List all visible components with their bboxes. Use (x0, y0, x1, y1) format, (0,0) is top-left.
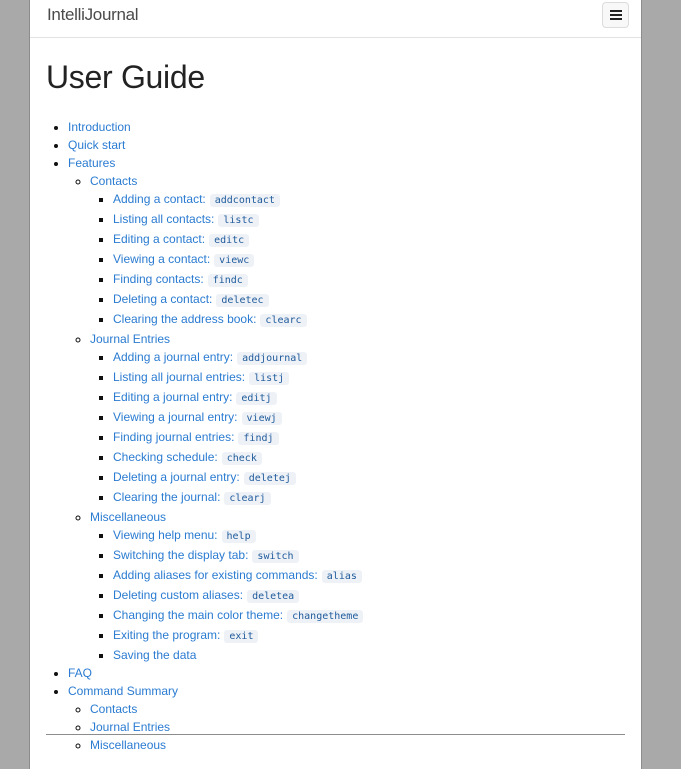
toc-item-contacts (90, 172, 628, 330)
toc-link[interactable]: Viewing a contact: (113, 252, 211, 266)
command-code: switch (252, 550, 298, 563)
toc-link[interactable]: Listing all contacts: (113, 212, 215, 226)
toc-item-features (68, 154, 628, 664)
command-code: help (222, 530, 256, 543)
toc-link[interactable]: Features (68, 156, 116, 170)
toc-item-introduction (68, 118, 628, 136)
toc-link[interactable]: Editing a journal entry: (113, 390, 233, 404)
toc-link[interactable]: FAQ (68, 666, 93, 680)
toc-link[interactable]: Miscellaneous (90, 738, 167, 752)
toc-link[interactable]: Introduction (68, 120, 131, 134)
toc-link[interactable]: Viewing a journal entry: (113, 410, 238, 424)
toc-link[interactable]: Journal Entries (90, 332, 171, 346)
page (29, 0, 642, 769)
toc-link[interactable]: Exiting the program: (113, 628, 221, 642)
toc-link[interactable]: Adding aliases for existing commands: (113, 568, 318, 582)
toc-item-miscellaneous (90, 736, 628, 754)
toc-link[interactable]: Changing the main color theme: (113, 608, 284, 622)
toc-link[interactable]: Adding a contact: (113, 192, 206, 206)
command-code: deletec (216, 294, 268, 307)
toc-item-listing-all-contacts (113, 210, 628, 230)
toc-item-clearing-the-journal (113, 488, 628, 508)
toc-item-exiting-the-program (113, 626, 628, 646)
toc-item-checking-schedule (113, 448, 628, 468)
toc-item-viewing-a-journal-entry (113, 408, 628, 428)
toc-link[interactable]: Viewing help menu: (113, 528, 218, 542)
toc-sublist (68, 700, 628, 754)
command-code: viewj (242, 412, 282, 425)
page-title: User Guide (46, 59, 205, 95)
command-code: clearj (224, 492, 270, 505)
toc-item-deleting-a-journal-entry (113, 468, 628, 488)
toc-item-command-summary (68, 682, 628, 754)
toc-item-finding-contacts (113, 270, 628, 290)
toc-item-adding-a-contact (113, 190, 628, 210)
toc-link[interactable]: Contacts (90, 174, 138, 188)
toc-sublist (90, 348, 628, 508)
navbar (30, 0, 641, 38)
toc-item-saving-the-data (113, 646, 628, 664)
toc-link[interactable]: Deleting a journal entry: (113, 470, 240, 484)
toc-sublist (90, 526, 628, 664)
toc-item-clearing-the-address-book (113, 310, 628, 330)
toc-item-journal-entries (90, 330, 628, 508)
command-code: listc (218, 214, 258, 227)
toc-sublist (90, 190, 628, 330)
toc-item-editing-a-journal-entry (113, 388, 628, 408)
toc-item-editing-a-contact (113, 230, 628, 250)
toc-link[interactable]: Listing all journal entries: (113, 370, 246, 384)
command-code: check (222, 452, 262, 465)
toc-item-listing-all-journal-entries (113, 368, 628, 388)
divider (46, 734, 625, 735)
toc-item-quick-start (68, 136, 628, 154)
command-code: findj (238, 432, 278, 445)
toc-link[interactable]: Miscellaneous (90, 510, 167, 524)
command-code: addcontact (210, 194, 280, 207)
toc-link[interactable]: Journal Entries (90, 720, 171, 734)
toc-item-adding-a-journal-entry (113, 348, 628, 368)
toc-link[interactable]: Command Summary (68, 684, 179, 698)
toc-link[interactable]: Saving the data (113, 648, 197, 662)
toc-link[interactable]: Switching the display tab: (113, 548, 249, 562)
command-code: findc (208, 274, 248, 287)
command-code: deletea (247, 590, 299, 603)
toc-item-deleting-custom-aliases (113, 586, 628, 606)
toc-link[interactable]: Deleting a contact: (113, 292, 213, 306)
toc-item-adding-aliases-for-existing-commands (113, 566, 628, 586)
toc-link[interactable]: Finding journal entries: (113, 430, 235, 444)
menu-toggle-button[interactable] (602, 2, 629, 28)
command-code: listj (249, 372, 289, 385)
toc-item-viewing-help-menu (113, 526, 628, 546)
toc-item-faq (68, 664, 628, 682)
toc-item-changing-the-main-color-theme (113, 606, 628, 626)
command-code: deletej (244, 472, 296, 485)
toc-link[interactable]: Clearing the journal: (113, 490, 221, 504)
toc-link[interactable]: Quick start (68, 138, 126, 152)
command-code: editj (236, 392, 276, 405)
command-code: addjournal (237, 352, 307, 365)
command-code: editc (209, 234, 249, 247)
toc-item-switching-the-display-tab (113, 546, 628, 566)
command-code: clearc (260, 314, 306, 327)
toc-link[interactable]: Adding a journal entry: (113, 350, 234, 364)
command-code: exit (224, 630, 258, 643)
toc-link[interactable]: Contacts (90, 702, 138, 716)
toc-item-deleting-a-contact (113, 290, 628, 310)
toc-item-miscellaneous (90, 508, 628, 664)
toc-link[interactable]: Clearing the address book: (113, 312, 257, 326)
command-code: viewc (214, 254, 254, 267)
toc-link[interactable]: Finding contacts: (113, 272, 204, 286)
toc-link[interactable]: Checking schedule: (113, 450, 218, 464)
site-brand[interactable]: IntelliJournal (47, 5, 139, 24)
toc-sublist (68, 172, 628, 664)
table-of-contents (68, 118, 628, 754)
toc-item-finding-journal-entries (113, 428, 628, 448)
command-code: changetheme (287, 610, 363, 623)
toc-link[interactable]: Deleting custom aliases: (113, 588, 244, 602)
toc-item-viewing-a-contact (113, 250, 628, 270)
toc-link[interactable]: Editing a contact: (113, 232, 206, 246)
command-code: alias (322, 570, 362, 583)
toc-item-contacts (90, 700, 628, 718)
